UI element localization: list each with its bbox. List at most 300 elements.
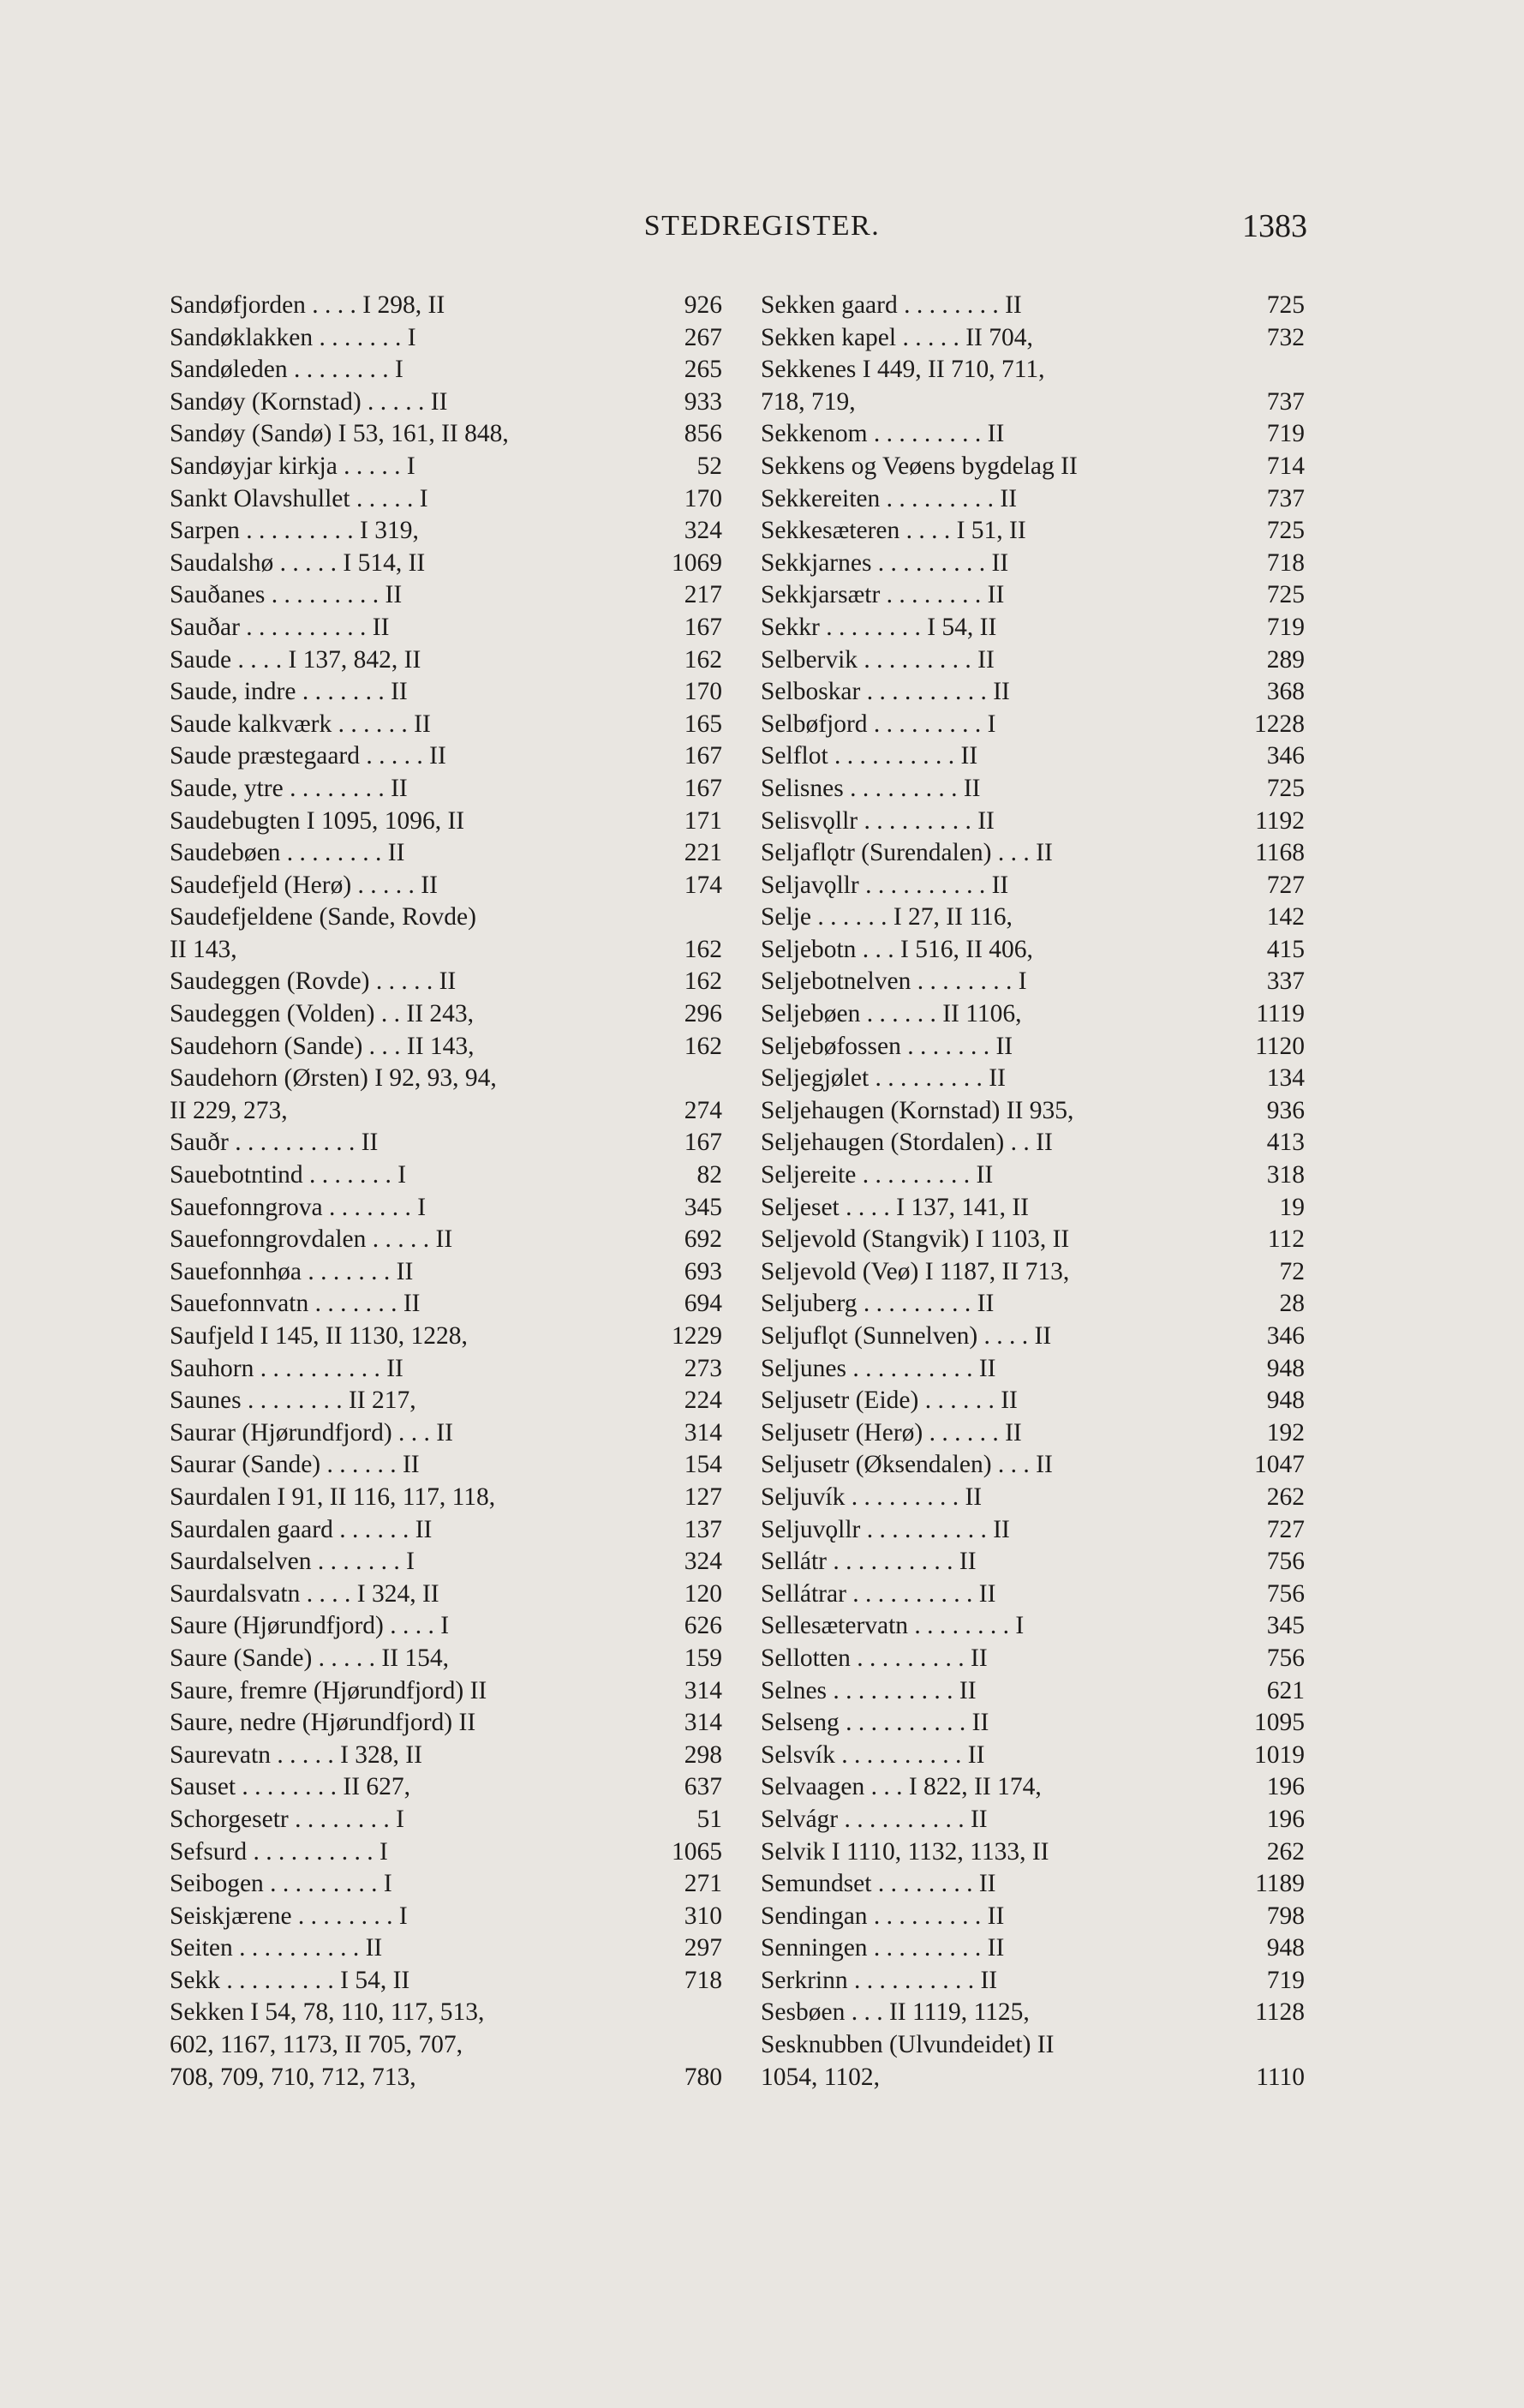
entry-text: Saudebøen . . . . . . . . II <box>170 839 405 867</box>
entry-page-ref: 51 <box>696 1805 722 1833</box>
entry-text: Saurar (Sande) . . . . . . II <box>170 1451 420 1479</box>
index-entry <box>170 998 722 1031</box>
index-entry <box>761 740 1305 773</box>
entry-page-ref: 267 <box>684 323 722 351</box>
entry-text: Seljusetr (Herø) . . . . . . II <box>761 1418 1022 1447</box>
index-entry <box>170 2062 722 2094</box>
index-entry <box>170 806 722 838</box>
entry-page-ref: 274 <box>684 1096 722 1124</box>
index-entry <box>761 322 1305 355</box>
entry-page-ref: 310 <box>684 1902 722 1930</box>
entry-page-ref: 52 <box>696 452 722 480</box>
index-entry <box>170 1546 722 1578</box>
entry-text: Sekkenes I 449, II 710, 711, <box>761 356 1045 384</box>
entry-text: Selnes . . . . . . . . . . II <box>761 1676 977 1704</box>
entry-text: Sandøyjar kirkja . . . . . I <box>170 452 415 480</box>
index-entry <box>170 1063 722 1095</box>
entry-page-ref: 346 <box>1266 1322 1305 1350</box>
entry-page-ref: 1069 <box>672 548 722 577</box>
entry-text: Seljebøen . . . . . . II 1106, <box>761 1000 1022 1028</box>
entry-text: Saudehorn (Ørsten) I 92, 93, 94, <box>170 1064 497 1093</box>
entry-text: Seljevold (Veø) I 1187, II 713, <box>761 1257 1070 1285</box>
entry-page-ref: 1229 <box>672 1322 722 1350</box>
entry-page-ref: 948 <box>1266 1354 1305 1382</box>
index-entry <box>761 515 1305 548</box>
entry-text: Sellátrar . . . . . . . . . . II <box>761 1579 996 1608</box>
index-entry <box>170 1610 722 1643</box>
entry-page-ref: 1128 <box>1255 1998 1305 2027</box>
index-entry <box>761 966 1305 998</box>
entry-page-ref: 297 <box>684 1934 722 1962</box>
entry-page-ref: 171 <box>684 806 722 835</box>
index-entry <box>761 290 1305 322</box>
entry-text: Selseng . . . . . . . . . . II <box>761 1709 989 1737</box>
entry-page-ref: 112 <box>1267 1225 1305 1254</box>
entry-text: Sellátr . . . . . . . . . . II <box>761 1548 977 1576</box>
entry-text: Sesbøen . . . II 1119, 1125, <box>761 1998 1030 2027</box>
entry-text: Sekkjarsætr . . . . . . . . II <box>761 581 1005 609</box>
index-entry <box>761 451 1305 483</box>
entry-text: Sandøleden . . . . . . . . I <box>170 356 403 384</box>
entry-page-ref: 262 <box>1266 1837 1305 1866</box>
index-entry <box>170 966 722 998</box>
entry-text: Seibogen . . . . . . . . . I <box>170 1870 392 1898</box>
entry-text: Seljuvǫllr . . . . . . . . . . II <box>761 1515 1010 1543</box>
index-entry <box>170 1836 722 1869</box>
index-entry <box>170 1771 722 1804</box>
index-entry <box>170 2029 722 2062</box>
entry-page-ref: 318 <box>1266 1161 1305 1189</box>
index-entry <box>761 644 1305 677</box>
index-entry <box>761 1127 1305 1159</box>
index-entry <box>761 1740 1305 1772</box>
entry-page-ref: 756 <box>1266 1644 1305 1672</box>
entry-text: Selvágr . . . . . . . . . . II <box>761 1805 988 1833</box>
entry-page-ref: 732 <box>1266 323 1305 351</box>
index-entry <box>761 1901 1305 1933</box>
entry-page-ref: 725 <box>1266 291 1305 319</box>
entry-page-ref: 82 <box>696 1161 722 1189</box>
entry-page-ref: 719 <box>1266 1966 1305 1994</box>
index-entry <box>761 837 1305 870</box>
index-entry <box>170 1997 722 2029</box>
running-head-title: STEDREGISTER. <box>643 210 881 242</box>
index-entry <box>761 998 1305 1031</box>
index-entry <box>170 1417 722 1450</box>
index-entry <box>761 1288 1305 1321</box>
index-entry <box>761 2029 1305 2062</box>
entry-text: Sekk . . . . . . . . . I 54, II <box>170 1966 410 1994</box>
entry-text: Serkrinn . . . . . . . . . . II <box>761 1966 998 1994</box>
entry-page-ref: 737 <box>1266 387 1305 416</box>
index-entry <box>761 806 1305 838</box>
entry-page-ref: 314 <box>684 1676 722 1704</box>
entry-text: Saurdalsvatn . . . . I 324, II <box>170 1579 439 1608</box>
index-entry <box>170 676 722 709</box>
index-entry <box>170 1675 722 1708</box>
index-entry <box>170 1740 722 1772</box>
entry-page-ref: 170 <box>684 484 722 512</box>
entry-page-ref: 926 <box>684 291 722 319</box>
index-entry <box>170 934 722 967</box>
index-entry <box>170 1224 722 1256</box>
entry-page-ref: 1192 <box>1255 806 1305 835</box>
index-entry <box>170 1578 722 1611</box>
entry-text: Seljegjølet . . . . . . . . . II <box>761 1064 1006 1093</box>
index-entry <box>170 870 722 902</box>
index-entry <box>761 1771 1305 1804</box>
entry-text: 708, 709, 710, 712, 713, <box>170 2063 416 2091</box>
index-entry <box>170 1643 722 1675</box>
entry-page-ref: 798 <box>1266 1902 1305 1930</box>
entry-page-ref: 120 <box>684 1579 722 1608</box>
index-entry <box>170 1159 722 1192</box>
index-entry <box>761 902 1305 934</box>
entry-page-ref: 271 <box>684 1870 722 1898</box>
index-entry <box>170 483 722 516</box>
index-entry <box>761 1804 1305 1836</box>
entry-text: Seljebotnelven . . . . . . . . I <box>761 967 1027 996</box>
entry-text: Sauhorn . . . . . . . . . . II <box>170 1354 403 1382</box>
entry-page-ref: 1228 <box>1254 710 1305 738</box>
entry-text: Seljuberg . . . . . . . . . II <box>761 1290 995 1318</box>
index-entry <box>761 1997 1305 2029</box>
entry-text: 718, 719, <box>761 387 856 416</box>
entry-text: Saure (Hjørundfjord) . . . . I <box>170 1612 450 1640</box>
index-entry <box>761 1965 1305 1998</box>
entry-page-ref: 192 <box>1266 1418 1305 1447</box>
entry-text: Schorgesetr . . . . . . . . I <box>170 1805 404 1833</box>
entry-page-ref: 637 <box>684 1773 722 1801</box>
entry-text: Saude, ytre . . . . . . . . II <box>170 774 408 802</box>
entry-page-ref: 167 <box>684 742 722 770</box>
entry-page-ref: 162 <box>684 645 722 674</box>
index-entry <box>761 1192 1305 1225</box>
entry-text: Sendingan . . . . . . . . . II <box>761 1902 1005 1930</box>
entry-text: Saudefjeld (Herø) . . . . . II <box>170 871 438 899</box>
entry-page-ref: 324 <box>684 517 722 545</box>
entry-page-ref: 1189 <box>1255 1870 1305 1898</box>
index-entry <box>170 709 722 741</box>
entry-text: Sandøklakken . . . . . . . I <box>170 323 416 351</box>
index-entry <box>170 418 722 451</box>
entry-text: Seljuvík . . . . . . . . . II <box>761 1483 983 1511</box>
index-entry <box>761 1868 1305 1901</box>
entry-page-ref: 298 <box>684 1740 722 1769</box>
entry-page-ref: 693 <box>684 1257 722 1285</box>
index-entry <box>761 354 1305 386</box>
entry-text: Selflot . . . . . . . . . . II <box>761 742 978 770</box>
index-entry <box>170 1095 722 1128</box>
entry-page-ref: 72 <box>1279 1257 1305 1285</box>
entry-page-ref: 337 <box>1266 967 1305 996</box>
entry-page-ref: 718 <box>684 1966 722 1994</box>
entry-text: Sekkereiten . . . . . . . . . II <box>761 484 1018 512</box>
entry-text: Selvaagen . . . I 822, II 174, <box>761 1773 1042 1801</box>
index-entry <box>170 740 722 773</box>
entry-page-ref: 413 <box>1266 1129 1305 1157</box>
entry-page-ref: 127 <box>684 1483 722 1511</box>
entry-text: Seljeset . . . . I 137, 141, II <box>761 1193 1029 1221</box>
index-entry <box>170 515 722 548</box>
index-entry <box>761 1063 1305 1095</box>
entry-text: Saure (Sande) . . . . . II 154, <box>170 1644 450 1672</box>
entry-page-ref: 289 <box>1266 645 1305 674</box>
entry-page-ref: 756 <box>1266 1579 1305 1608</box>
entry-page-ref: 174 <box>684 871 722 899</box>
entry-text: Selisvǫllr . . . . . . . . . II <box>761 806 995 835</box>
entry-text: Seljuflǫt (Sunnelven) . . . . II <box>761 1322 1052 1350</box>
entry-page-ref: 756 <box>1266 1548 1305 1576</box>
entry-text: Saurdalselven . . . . . . . I <box>170 1548 415 1576</box>
entry-text: Sekken gaard . . . . . . . . II <box>761 291 1022 319</box>
entry-page-ref: 737 <box>1266 484 1305 512</box>
entry-text: Seljereite . . . . . . . . . II <box>761 1161 994 1189</box>
entry-page-ref: 856 <box>684 420 722 448</box>
entry-text: Saudebugten I 1095, 1096, II <box>170 806 465 835</box>
index-entry <box>170 1385 722 1417</box>
index-entry <box>170 837 722 870</box>
index-entry <box>761 483 1305 516</box>
entry-text: Seljusetr (Eide) . . . . . . II <box>761 1387 1018 1415</box>
index-entry <box>761 1546 1305 1578</box>
index-entry <box>761 1224 1305 1256</box>
index-entry <box>170 612 722 644</box>
entry-page-ref: 948 <box>1266 1387 1305 1415</box>
entry-page-ref: 28 <box>1279 1290 1305 1318</box>
entry-page-ref: 162 <box>684 935 722 963</box>
index-entry <box>761 1095 1305 1128</box>
entry-page-ref: 725 <box>1266 517 1305 545</box>
entry-page-ref: 1047 <box>1254 1451 1305 1479</box>
entry-page-ref: 1065 <box>672 1837 722 1866</box>
index-entry <box>761 1256 1305 1289</box>
entry-page-ref: 1119 <box>1256 1000 1305 1028</box>
index-entry <box>170 1192 722 1225</box>
index-entry <box>170 1353 722 1386</box>
entry-text: 602, 1167, 1173, II 705, 707, <box>170 2031 463 2059</box>
entry-page-ref: 170 <box>684 678 722 706</box>
index-entry <box>761 709 1305 741</box>
entry-page-ref: 714 <box>1266 452 1305 480</box>
entry-text: Selvik I 1110, 1132, 1133, II <box>761 1837 1049 1866</box>
entry-page-ref: 273 <box>684 1354 722 1382</box>
index-entry <box>761 773 1305 806</box>
entry-text: 1054, 1102, <box>761 2063 881 2091</box>
entry-text: Seljusetr (Øksendalen) . . . II <box>761 1451 1053 1479</box>
entry-page-ref: 196 <box>1266 1805 1305 1833</box>
entry-text: Saurar (Hjørundfjord) . . . II <box>170 1418 453 1447</box>
index-entry <box>170 1965 722 1998</box>
entry-page-ref: 626 <box>684 1612 722 1640</box>
index-entry <box>170 1868 722 1901</box>
entry-text: Selboskar . . . . . . . . . . II <box>761 678 1010 706</box>
entry-page-ref: 314 <box>684 1418 722 1447</box>
entry-text: Sauefonnvatn . . . . . . . II <box>170 1290 421 1318</box>
entry-text: Sauefonngrova . . . . . . . I <box>170 1193 427 1221</box>
entry-text: Sekken kapel . . . . . II 704, <box>761 323 1033 351</box>
entry-page-ref: 19 <box>1279 1193 1305 1221</box>
entry-text: Sankt Olavshullet . . . . . I <box>170 484 428 512</box>
entry-page-ref: 162 <box>684 1032 722 1060</box>
entry-text: Saufjeld I 145, II 1130, 1228, <box>170 1322 468 1350</box>
index-entry <box>761 579 1305 612</box>
index-entry <box>761 1707 1305 1740</box>
entry-page-ref: 694 <box>684 1290 722 1318</box>
index-entry <box>761 548 1305 580</box>
index-entry <box>170 290 722 322</box>
entry-page-ref: 296 <box>684 1000 722 1028</box>
entry-page-ref: 224 <box>684 1387 722 1415</box>
entry-page-ref: 314 <box>684 1709 722 1737</box>
entry-page-ref: 936 <box>1266 1096 1305 1124</box>
entry-page-ref: 725 <box>1266 581 1305 609</box>
entry-text: Seiten . . . . . . . . . . II <box>170 1934 383 1962</box>
entry-page-ref: 725 <box>1266 774 1305 802</box>
entry-text: Sauebotntind . . . . . . . I <box>170 1161 407 1189</box>
entry-text: Sandøfjorden . . . . I 298, II <box>170 291 445 319</box>
entry-page-ref: 167 <box>684 613 722 641</box>
index-entry <box>170 1932 722 1965</box>
index-column-right <box>761 290 1305 2094</box>
entry-text: Saurdalen I 91, II 116, 117, 118, <box>170 1483 496 1511</box>
index-entry <box>761 1385 1305 1417</box>
entry-text: Seljebøfossen . . . . . . . II <box>761 1032 1013 1060</box>
entry-page-ref: 692 <box>684 1225 722 1254</box>
entry-text: Selisnes . . . . . . . . . II <box>761 774 981 802</box>
entry-text: Sekkenom . . . . . . . . . II <box>761 420 1005 448</box>
index-entry <box>761 612 1305 644</box>
index-entry <box>170 354 722 386</box>
entry-text: Sarpen . . . . . . . . . I 319, <box>170 517 419 545</box>
entry-page-ref: 621 <box>1266 1676 1305 1704</box>
entry-page-ref: 719 <box>1266 613 1305 641</box>
index-entry <box>761 1610 1305 1643</box>
entry-page-ref: 134 <box>1266 1064 1305 1093</box>
entry-text: Sauðar . . . . . . . . . . II <box>170 613 390 641</box>
index-entry <box>761 1321 1305 1353</box>
index-entry <box>170 579 722 612</box>
index-entry <box>761 1643 1305 1675</box>
index-entry <box>761 386 1305 419</box>
entry-text: Saunes . . . . . . . . II 217, <box>170 1387 416 1415</box>
entry-text: Sandøy (Sandø) I 53, 161, II 848, <box>170 420 509 448</box>
entry-page-ref: 415 <box>1266 935 1305 963</box>
entry-text: Sauefonngrovdalen . . . . . II <box>170 1225 453 1254</box>
entry-text: Sauðanes . . . . . . . . . II <box>170 581 403 609</box>
entry-text: Saurevatn . . . . . I 328, II <box>170 1740 422 1769</box>
index-entry <box>761 676 1305 709</box>
index-entry <box>170 1288 722 1321</box>
entry-page-ref: 162 <box>684 967 722 996</box>
entry-page-ref: 217 <box>684 581 722 609</box>
entry-text: Senningen . . . . . . . . . II <box>761 1934 1005 1962</box>
entry-text: Seljavǫllr . . . . . . . . . . II <box>761 871 1009 899</box>
entry-page-ref: 137 <box>684 1515 722 1543</box>
index-entry <box>170 773 722 806</box>
entry-text: II 229, 273, <box>170 1096 288 1124</box>
entry-text: Saudalshø . . . . . I 514, II <box>170 548 426 577</box>
entry-text: Seljehaugen (Kornstad) II 935, <box>761 1096 1074 1124</box>
index-column-left <box>170 290 722 2094</box>
entry-text: Sekkens og Veøens bygdelag II <box>761 452 1078 480</box>
index-entry <box>170 1514 722 1547</box>
entry-text: Selbervik . . . . . . . . . II <box>761 645 995 674</box>
entry-text: Sefsurd . . . . . . . . . . I <box>170 1837 388 1866</box>
entry-page-ref: 368 <box>1266 678 1305 706</box>
entry-page-ref: 1110 <box>1256 2063 1305 2091</box>
index-entry <box>170 322 722 355</box>
entry-page-ref: 167 <box>684 1129 722 1157</box>
entry-text: Saurdalen gaard . . . . . . II <box>170 1515 433 1543</box>
entry-page-ref: 1095 <box>1254 1709 1305 1737</box>
entry-page-ref: 948 <box>1266 1934 1305 1962</box>
entry-text: Sauðr . . . . . . . . . . II <box>170 1129 379 1157</box>
entry-text: Saure, nedre (Hjørundfjord) II <box>170 1709 476 1737</box>
entry-page-ref: 345 <box>684 1193 722 1221</box>
index-entry <box>170 1901 722 1933</box>
entry-text: Sekkr . . . . . . . . I 54, II <box>761 613 997 641</box>
index-entry <box>761 1353 1305 1386</box>
index-entry <box>170 1804 722 1836</box>
entry-page-ref: 167 <box>684 774 722 802</box>
entry-text: Seiskjærene . . . . . . . . I <box>170 1902 408 1930</box>
entry-text: Sellotten . . . . . . . . . II <box>761 1644 988 1672</box>
entry-text: II 143, <box>170 935 237 963</box>
entry-page-ref: 142 <box>1266 903 1305 931</box>
entry-page-ref: 262 <box>1266 1483 1305 1511</box>
entry-page-ref: 1019 <box>1254 1740 1305 1769</box>
index-entry <box>761 1031 1305 1063</box>
entry-text: Seljehaugen (Stordalen) . . II <box>761 1129 1053 1157</box>
entry-page-ref: 1120 <box>1255 1032 1305 1060</box>
index-entry <box>170 386 722 419</box>
entry-text: Selsvík . . . . . . . . . . II <box>761 1740 985 1769</box>
index-entry <box>761 418 1305 451</box>
index-entry <box>170 1449 722 1482</box>
index-entry <box>761 1578 1305 1611</box>
entry-page-ref: 718 <box>1266 548 1305 577</box>
index-entry <box>170 1321 722 1353</box>
entry-text: Saudefjeldene (Sande, Rovde) <box>170 903 476 931</box>
index-entry <box>761 1482 1305 1514</box>
entry-text: Sandøy (Kornstad) . . . . . II <box>170 387 448 416</box>
entry-text: Selje . . . . . . I 27, II 116, <box>761 903 1013 931</box>
entry-text: Seljebotn . . . I 516, II 406, <box>761 935 1033 963</box>
index-entry <box>761 1932 1305 1965</box>
entry-text: Seljaflǫtr (Surendalen) . . . II <box>761 839 1053 867</box>
index-entry <box>761 1514 1305 1547</box>
entry-text: Saudehorn (Sande) . . . II 143, <box>170 1032 475 1060</box>
entry-page-ref: 727 <box>1266 1515 1305 1543</box>
index-entry <box>761 1836 1305 1869</box>
index-entry <box>761 1159 1305 1192</box>
index-entry <box>170 1127 722 1159</box>
index-entry <box>761 2062 1305 2094</box>
entry-page-ref: 780 <box>684 2063 722 2091</box>
index-entry <box>170 644 722 677</box>
entry-text: Saude kalkværk . . . . . . II <box>170 710 431 738</box>
entry-text: Seljevold (Stangvik) I 1103, II <box>761 1225 1070 1254</box>
entry-page-ref: 165 <box>684 710 722 738</box>
index-entry <box>170 1031 722 1063</box>
page-number: 1383 <box>1242 208 1307 244</box>
entry-page-ref: 719 <box>1266 420 1305 448</box>
index-entry <box>761 1449 1305 1482</box>
entry-text: Selbøfjord . . . . . . . . . I <box>761 710 996 738</box>
entry-page-ref: 727 <box>1266 871 1305 899</box>
entry-page-ref: 159 <box>684 1644 722 1672</box>
